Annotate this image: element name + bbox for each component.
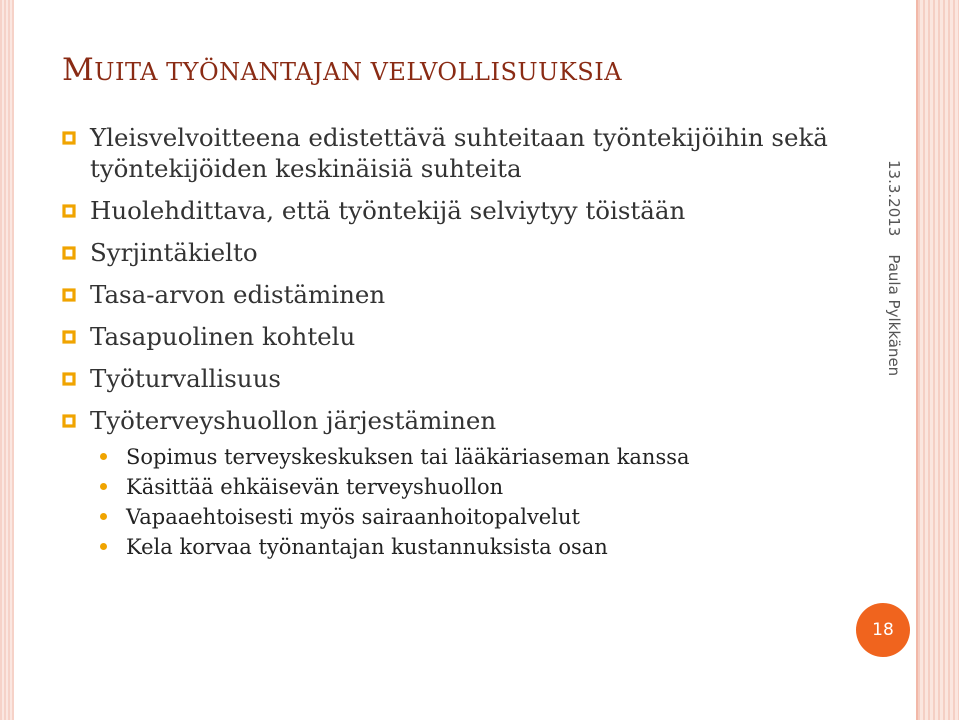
sub-bullet-text: Sopimus terveyskeskuksen tai lääkäriaseman kanssa (126, 445, 690, 469)
bullet-text: Työturvallisuus (90, 364, 281, 393)
bullet-text: Huolehdittava, että työntekijä selviytyy töistään (90, 196, 686, 225)
dot-bullet-icon (100, 483, 107, 490)
open-square-bullet-icon (62, 288, 76, 302)
bullet-item (62, 363, 862, 394)
sub-bullet-text: Käsittää ehkäisevän terveyshuollon (126, 475, 504, 499)
footer-date: 13.3.2013 (885, 160, 903, 237)
slide-title (62, 52, 622, 88)
sub-bullet-text: Kela korvaa työnantajan kustannuksista osan (126, 535, 608, 559)
bullet-item (62, 195, 862, 226)
title-initial: M (62, 52, 95, 88)
slide-footer-vertical (875, 160, 935, 380)
footer-author: Paula Pylkkänen (885, 254, 903, 377)
bullet-item (62, 122, 862, 184)
footer-text (885, 160, 903, 376)
sub-bullet-item (62, 503, 862, 531)
open-square-bullet-icon (62, 131, 76, 145)
bullet-text: Syrjintäkielto (90, 238, 258, 267)
bullet-item (62, 237, 862, 268)
bullet-text: Työterveyshuollon järjestäminen (90, 406, 497, 435)
bullet-item (62, 321, 862, 352)
open-square-bullet-icon (62, 330, 76, 344)
bullet-text: Yleisvelvoitteena edistettävä suhteitaan työntekijöihin sekä työntekijöiden keskinäisiä suhteita (90, 123, 828, 183)
page-number: 18 (872, 620, 894, 640)
dot-bullet-icon (100, 543, 107, 550)
sub-bullet-item (62, 473, 862, 501)
open-square-bullet-icon (62, 204, 76, 218)
bullet-item (62, 405, 862, 436)
bullet-text: Tasapuolinen kohtelu (90, 322, 356, 351)
left-decorative-stripe (0, 0, 14, 720)
bullet-text: Tasa-arvon edistäminen (90, 280, 386, 309)
bullet-item (62, 279, 862, 310)
sub-bullet-item (62, 443, 862, 471)
open-square-bullet-icon (62, 246, 76, 260)
page-number-badge (856, 603, 910, 657)
open-square-bullet-icon (62, 414, 76, 428)
dot-bullet-icon (100, 453, 107, 460)
open-square-bullet-icon (62, 372, 76, 386)
bullet-list (62, 122, 862, 567)
title-rest: UITA TYÖNANTAJAN VELVOLLISUUKSIA (94, 58, 623, 86)
dot-bullet-icon (100, 513, 107, 520)
sub-bullet-text: Vapaaehtoisesti myös sairaanhoitopalvelut (126, 505, 580, 529)
sub-bullet-item (62, 533, 862, 561)
